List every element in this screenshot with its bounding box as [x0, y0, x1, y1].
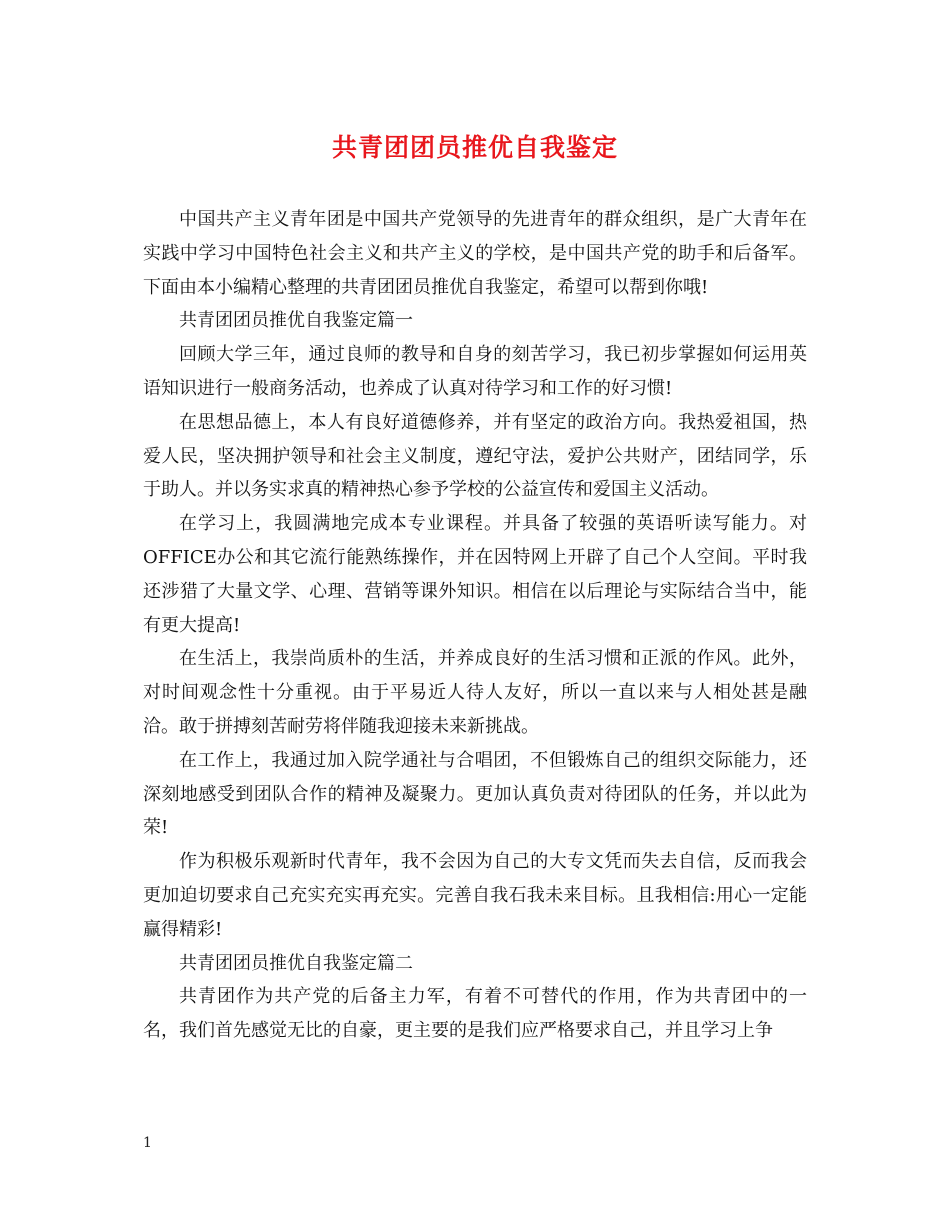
page-number: 1	[143, 1135, 152, 1151]
paragraph-intro: 中国共产主义青年团是中国共产党领导的先进青年的群众组织，是广大青年在实践中学习中国特色社会主义和共产主义的学校，是中国共产党的助手和后备军。下面由本小编精心整理的共青团团员推优自我鉴定，希望可以帮到你哦!	[143, 209, 807, 298]
paragraph-morality: 在思想品德上，本人有良好道德修养，并有坚定的政治方向。我热爱祖国，热爱人民，坚决拥护领导和社会主义制度，遵纪守法，爱护公共财产，团结同学，乐于助人。并以务实求真的精神热心参予学校的公益宣传和爱国主义活动。	[143, 411, 807, 501]
section-heading-part-two: 共青团团员推优自我鉴定篇二	[179, 952, 413, 974]
document-body	[143, 203, 807, 1048]
paragraph-study: 在学习上，我圆满地完成本专业课程。并具备了较强的英语听读写能力。对OFFICE办公和其它流行能熟练操作，并在因特网上开辟了自己个人空间。平时我还涉猎了大量文学、心理、营销等课外知识。相信在以后理论与实际结合当中，能有更大提高!	[143, 513, 807, 636]
paragraph-review: 回顾大学三年，通过良师的教导和自身的刻苦学习，我已初步掌握如何运用英语知识进行一般商务活动，也养成了认真对待学习和工作的好习惯!	[143, 344, 807, 399]
paragraph-league-role: 共青团作为共产党的后备主力军，有着不可替代的作用，作为共青团中的一名，我们首先感觉无比的自豪，更主要的是我们应严格要求自己，并且学习上争	[143, 986, 807, 1042]
paragraph-work: 在工作上，我通过加入院学通社与合唱团，不但锻炼自己的组织交际能力，还深刻地感受到团队合作的精神及凝聚力。更加认真负责对待团队的任务，并以此为荣!	[143, 749, 807, 839]
paragraph-outlook: 作为积极乐观新时代青年，我不会因为自己的大专文凭而失去自信，反而我会更加迫切要求自己充实充实再充实。完善自我石我未来目标。且我相信:用心一定能赢得精彩!	[143, 851, 807, 940]
paragraph-life: 在生活上，我崇尚质朴的生活，并养成良好的生活习惯和正派的作风。此外，对时间观念性十分重视。由于平易近人待人友好，所以一直以来与人相处甚是融洽。敢于拼搏刻苦耐劳将伴随我迎接未来新挑战。	[143, 648, 807, 737]
document-title: 共青团团员推优自我鉴定	[331, 133, 618, 162]
section-heading-part-one: 共青团团员推优自我鉴定篇一	[179, 310, 413, 332]
